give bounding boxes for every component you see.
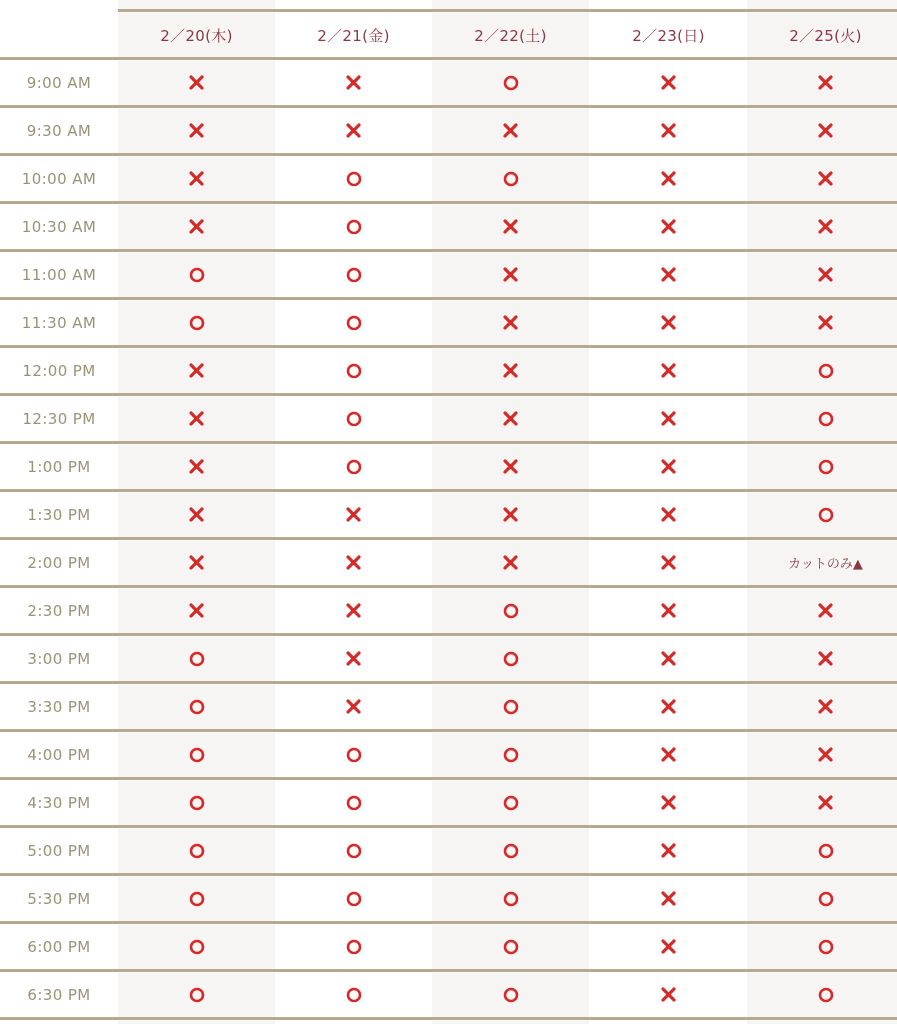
cross-icon: [590, 924, 747, 969]
circle-icon[interactable]: [275, 972, 432, 1017]
cross-icon: [432, 396, 589, 441]
circle-icon[interactable]: [432, 924, 589, 969]
circle-icon[interactable]: [118, 780, 275, 825]
time-slot-label: 2:30 PM: [27, 601, 91, 620]
time-slot-label: 1:30 PM: [27, 505, 91, 524]
circle-icon[interactable]: [275, 396, 432, 441]
time-slot-label: 1:00 PM: [27, 457, 91, 476]
cross-icon: [747, 684, 897, 729]
circle-icon[interactable]: [275, 828, 432, 873]
cross-icon: [118, 588, 275, 633]
circle-icon[interactable]: [432, 732, 589, 777]
time-slot-label: 4:30 PM: [27, 793, 91, 812]
circle-icon[interactable]: [118, 972, 275, 1017]
circle-icon[interactable]: [118, 636, 275, 681]
cross-icon: [118, 492, 275, 537]
cross-icon: [590, 876, 747, 921]
cross-icon: [275, 588, 432, 633]
circle-icon[interactable]: [432, 876, 589, 921]
cross-icon: [590, 828, 747, 873]
cross-icon: [118, 204, 275, 249]
cross-icon: [275, 636, 432, 681]
circle-icon[interactable]: [275, 252, 432, 297]
circle-icon[interactable]: [118, 876, 275, 921]
time-slot-label: 6:30 PM: [27, 985, 91, 1004]
circle-icon[interactable]: [118, 924, 275, 969]
cross-icon: [590, 492, 747, 537]
circle-icon[interactable]: [275, 348, 432, 393]
circle-icon[interactable]: [747, 396, 897, 441]
circle-icon[interactable]: [118, 252, 275, 297]
cross-icon: [590, 780, 747, 825]
cross-icon: [432, 492, 589, 537]
circle-icon[interactable]: [275, 876, 432, 921]
time-slot-label: 5:00 PM: [27, 841, 91, 860]
time-slot-label: 5:30 PM: [27, 889, 91, 908]
circle-icon[interactable]: [118, 828, 275, 873]
cross-icon: [118, 540, 275, 585]
circle-icon[interactable]: [432, 588, 589, 633]
cross-icon: [590, 348, 747, 393]
time-slot-label: 3:30 PM: [27, 697, 91, 716]
time-slot-label: 6:00 PM: [27, 937, 91, 956]
circle-icon[interactable]: [747, 828, 897, 873]
cross-icon: [118, 348, 275, 393]
cross-icon: [590, 204, 747, 249]
cross-icon: [747, 732, 897, 777]
circle-icon[interactable]: [275, 444, 432, 489]
circle-icon[interactable]: [432, 972, 589, 1017]
cross-icon: [118, 60, 275, 105]
time-slot-label: 12:00 PM: [22, 361, 96, 380]
cross-icon: [432, 300, 589, 345]
cross-icon: [747, 588, 897, 633]
partial-availability-text[interactable]: カットのみ▲: [788, 557, 863, 572]
date-header: 2／23(日): [632, 26, 705, 45]
cross-icon: [432, 540, 589, 585]
circle-icon[interactable]: [275, 204, 432, 249]
cross-icon: [747, 204, 897, 249]
cross-icon: [747, 156, 897, 201]
date-header: 2／25(火): [789, 26, 862, 45]
row-divider: [0, 1017, 897, 1020]
circle-icon[interactable]: [432, 156, 589, 201]
cross-icon: [747, 780, 897, 825]
cross-icon: [590, 540, 747, 585]
cross-icon: [432, 252, 589, 297]
circle-icon[interactable]: [118, 732, 275, 777]
circle-icon[interactable]: [275, 780, 432, 825]
circle-icon[interactable]: [275, 300, 432, 345]
circle-icon[interactable]: [747, 348, 897, 393]
cross-icon: [747, 252, 897, 297]
cross-icon: [590, 108, 747, 153]
time-slot-label: 11:30 AM: [21, 313, 97, 332]
circle-icon[interactable]: [747, 876, 897, 921]
cross-icon: [275, 108, 432, 153]
time-slot-label: 3:00 PM: [27, 649, 91, 668]
time-slot-label: 9:30 AM: [26, 121, 92, 140]
cross-icon: [275, 60, 432, 105]
cross-icon: [118, 396, 275, 441]
circle-icon[interactable]: [118, 684, 275, 729]
cross-icon: [590, 444, 747, 489]
cross-icon: [432, 348, 589, 393]
circle-icon[interactable]: [747, 972, 897, 1017]
cross-icon: [118, 108, 275, 153]
time-slot-label: 9:00 AM: [26, 73, 92, 92]
circle-icon[interactable]: [747, 492, 897, 537]
cross-icon: [590, 732, 747, 777]
cross-icon: [747, 108, 897, 153]
circle-icon[interactable]: [432, 828, 589, 873]
date-header: 2／22(土): [474, 26, 547, 45]
cross-icon: [590, 300, 747, 345]
cross-icon: [747, 60, 897, 105]
cross-icon: [590, 252, 747, 297]
cross-icon: [747, 636, 897, 681]
circle-icon[interactable]: [747, 444, 897, 489]
time-slot-label: 10:30 AM: [21, 217, 97, 236]
circle-icon[interactable]: [747, 924, 897, 969]
cross-icon: [747, 300, 897, 345]
cross-icon: [118, 444, 275, 489]
cross-icon: [432, 108, 589, 153]
cross-icon: [590, 156, 747, 201]
time-slot-label: 2:00 PM: [27, 553, 91, 572]
circle-icon[interactable]: [275, 156, 432, 201]
circle-icon[interactable]: [275, 924, 432, 969]
cross-icon: [590, 588, 747, 633]
circle-icon[interactable]: [432, 60, 589, 105]
cross-icon: [590, 684, 747, 729]
circle-icon[interactable]: [432, 780, 589, 825]
time-slot-label: 12:30 PM: [22, 409, 96, 428]
time-slot-label: 11:00 AM: [21, 265, 97, 284]
circle-icon[interactable]: [275, 732, 432, 777]
circle-icon[interactable]: [432, 684, 589, 729]
circle-icon[interactable]: [432, 636, 589, 681]
date-header: 2／20(木): [160, 26, 233, 45]
cross-icon: [432, 444, 589, 489]
cross-icon: [118, 156, 275, 201]
cross-icon: [275, 540, 432, 585]
time-slot-label: 4:00 PM: [27, 745, 91, 764]
cross-icon: [590, 60, 747, 105]
circle-icon[interactable]: [118, 300, 275, 345]
cross-icon: [432, 204, 589, 249]
time-slot-label: 10:00 AM: [21, 169, 97, 188]
cross-icon: [275, 492, 432, 537]
date-header: 2／21(金): [317, 26, 390, 45]
cross-icon: [590, 396, 747, 441]
cross-icon: [590, 972, 747, 1017]
cross-icon: [275, 684, 432, 729]
cross-icon: [590, 636, 747, 681]
